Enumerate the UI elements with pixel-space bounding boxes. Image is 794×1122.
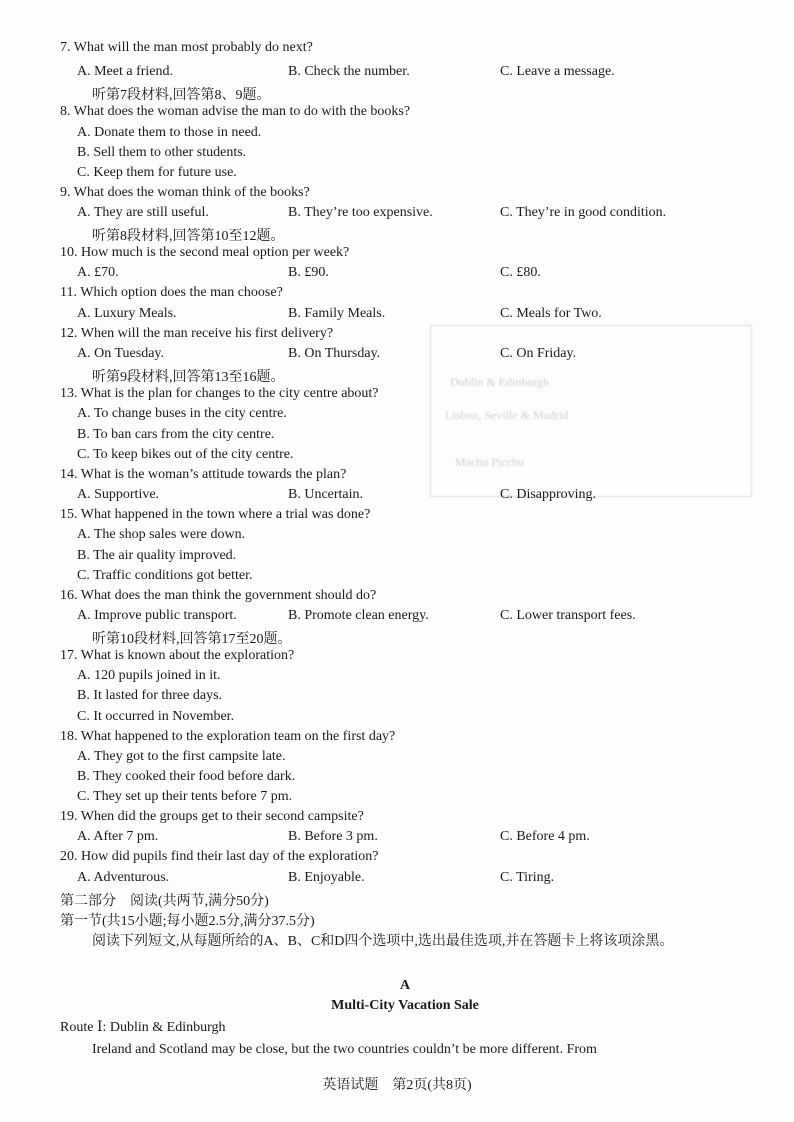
option-a[interactable]: A. Improve public transport. bbox=[77, 608, 237, 623]
option-a[interactable]: A. After 7 pm. bbox=[77, 829, 159, 844]
option-b[interactable]: B. To ban cars from the city centre. bbox=[77, 427, 275, 442]
question-7: 7. What will the man most probably do next? bbox=[60, 40, 313, 55]
option-a[interactable]: A. Luxury Meals. bbox=[77, 306, 177, 321]
option-c[interactable]: C. To keep bikes out of the city centre. bbox=[77, 447, 294, 462]
option-a[interactable]: A. Supportive. bbox=[77, 487, 160, 502]
question-17: 17. What is known about the exploration? bbox=[60, 648, 295, 663]
question-9: 9. What does the woman think of the books? bbox=[60, 185, 310, 200]
option-a[interactable]: A. To change buses in the city centre. bbox=[77, 406, 287, 421]
bleed-through-box bbox=[430, 325, 752, 497]
option-c[interactable]: C. They’re in good condition. bbox=[500, 205, 667, 220]
part2-heading: 第二部分 阅读(共两节,满分50分) bbox=[60, 894, 269, 909]
option-c[interactable]: C. Leave a message. bbox=[500, 64, 615, 79]
option-c[interactable]: C. It occurred in November. bbox=[77, 709, 235, 724]
passage-paragraph: Ireland and Scotland may be close, but the two countries couldn’t be more different. From bbox=[92, 1042, 597, 1057]
option-a[interactable]: A. On Tuesday. bbox=[77, 346, 164, 361]
option-c[interactable]: C. Meals for Two. bbox=[500, 306, 602, 321]
option-c[interactable]: C. Before 4 pm. bbox=[500, 829, 590, 844]
option-c[interactable]: C. Disapproving. bbox=[500, 487, 597, 502]
question-15: 15. What happened in the town where a trial was done? bbox=[60, 507, 371, 522]
option-a[interactable]: A. Donate them to those in need. bbox=[77, 125, 262, 140]
page-footer: 英语试题 第2页(共8页) bbox=[322, 1078, 472, 1093]
option-c[interactable]: C. On Friday. bbox=[500, 346, 577, 361]
listening-instruction: 听第9段材料,回答第13至16题。 bbox=[92, 370, 285, 385]
bleed-line: Lisbon, Seville & Madrid bbox=[445, 408, 569, 422]
question-20: 20. How did pupils find their last day of the exploration? bbox=[60, 849, 379, 864]
option-c[interactable]: C. They set up their tents before 7 pm. bbox=[77, 789, 293, 804]
question-16: 16. What does the man think the government should do? bbox=[60, 588, 377, 603]
option-a[interactable]: A. Meet a friend. bbox=[77, 64, 174, 79]
option-b[interactable]: B. The air quality improved. bbox=[77, 548, 237, 563]
option-b[interactable]: B. They’re too expensive. bbox=[288, 205, 433, 220]
reading-instruction: 阅读下列短文,从每题所给的A、B、C和D四个选项中,选出最佳选项,并在答题卡上将该项涂黑。 bbox=[92, 934, 674, 949]
option-c[interactable]: C. Lower transport fees. bbox=[500, 608, 636, 623]
question-13: 13. What is the plan for changes to the city centre about? bbox=[60, 386, 379, 401]
option-b[interactable]: B. £90. bbox=[288, 265, 329, 280]
option-b[interactable]: B. On Thursday. bbox=[288, 346, 381, 361]
option-b[interactable]: B. Sell them to other students. bbox=[77, 145, 247, 160]
option-a[interactable]: A. Adventurous. bbox=[77, 870, 170, 885]
listening-instruction: 听第8段材料,回答第10至12题。 bbox=[92, 229, 285, 244]
option-b[interactable]: B. Family Meals. bbox=[288, 306, 386, 321]
option-a[interactable]: A. £70. bbox=[77, 265, 119, 280]
question-8: 8. What does the woman advise the man to do with the books? bbox=[60, 104, 411, 119]
option-a[interactable]: A. They got to the first campsite late. bbox=[77, 749, 286, 764]
option-b[interactable]: B. Promote clean energy. bbox=[288, 608, 429, 623]
option-c[interactable]: C. Keep them for future use. bbox=[77, 165, 237, 180]
listening-instruction: 听第7段材料,回答第8、9题。 bbox=[92, 88, 271, 103]
question-11: 11. Which option does the man choose? bbox=[60, 285, 283, 300]
bleed-through-text bbox=[300, 0, 794, 900]
passage-title: Multi-City Vacation Sale bbox=[331, 998, 479, 1013]
question-19: 19. When did the groups get to their second campsite? bbox=[60, 809, 364, 824]
option-b[interactable]: B. Uncertain. bbox=[288, 487, 364, 502]
option-c[interactable]: C. Traffic conditions got better. bbox=[77, 568, 253, 583]
option-b[interactable]: B. It lasted for three days. bbox=[77, 688, 223, 703]
option-b[interactable]: B. Enjoyable. bbox=[288, 870, 365, 885]
bleed-line: Machu Picchu bbox=[455, 455, 524, 469]
listening-instruction: 听第10段材料,回答第17至20题。 bbox=[92, 632, 292, 647]
question-14: 14. What is the woman’s attitude towards the plan? bbox=[60, 467, 347, 482]
option-a[interactable]: A. The shop sales were down. bbox=[77, 527, 246, 542]
option-b[interactable]: B. Before 3 pm. bbox=[288, 829, 378, 844]
section1-heading: 第一节(共15小题;每小题2.5分,满分37.5分) bbox=[60, 914, 315, 929]
question-12: 12. When will the man receive his first delivery? bbox=[60, 326, 334, 341]
passage-label: A bbox=[399, 978, 411, 993]
question-18: 18. What happened to the exploration team on the first day? bbox=[60, 729, 396, 744]
option-a[interactable]: A. They are still useful. bbox=[77, 205, 209, 220]
option-a[interactable]: A. 120 pupils joined in it. bbox=[77, 668, 221, 683]
option-c[interactable]: C. Tiring. bbox=[500, 870, 555, 885]
bleed-line: Dublin & Edinburgh bbox=[450, 375, 550, 389]
option-b[interactable]: B. They cooked their food before dark. bbox=[77, 769, 296, 784]
option-c[interactable]: C. £80. bbox=[500, 265, 541, 280]
question-10: 10. How much is the second meal option per week? bbox=[60, 245, 350, 260]
option-b[interactable]: B. Check the number. bbox=[288, 64, 410, 79]
route-heading: Route Ⅰ: Dublin & Edinburgh bbox=[60, 1020, 226, 1035]
